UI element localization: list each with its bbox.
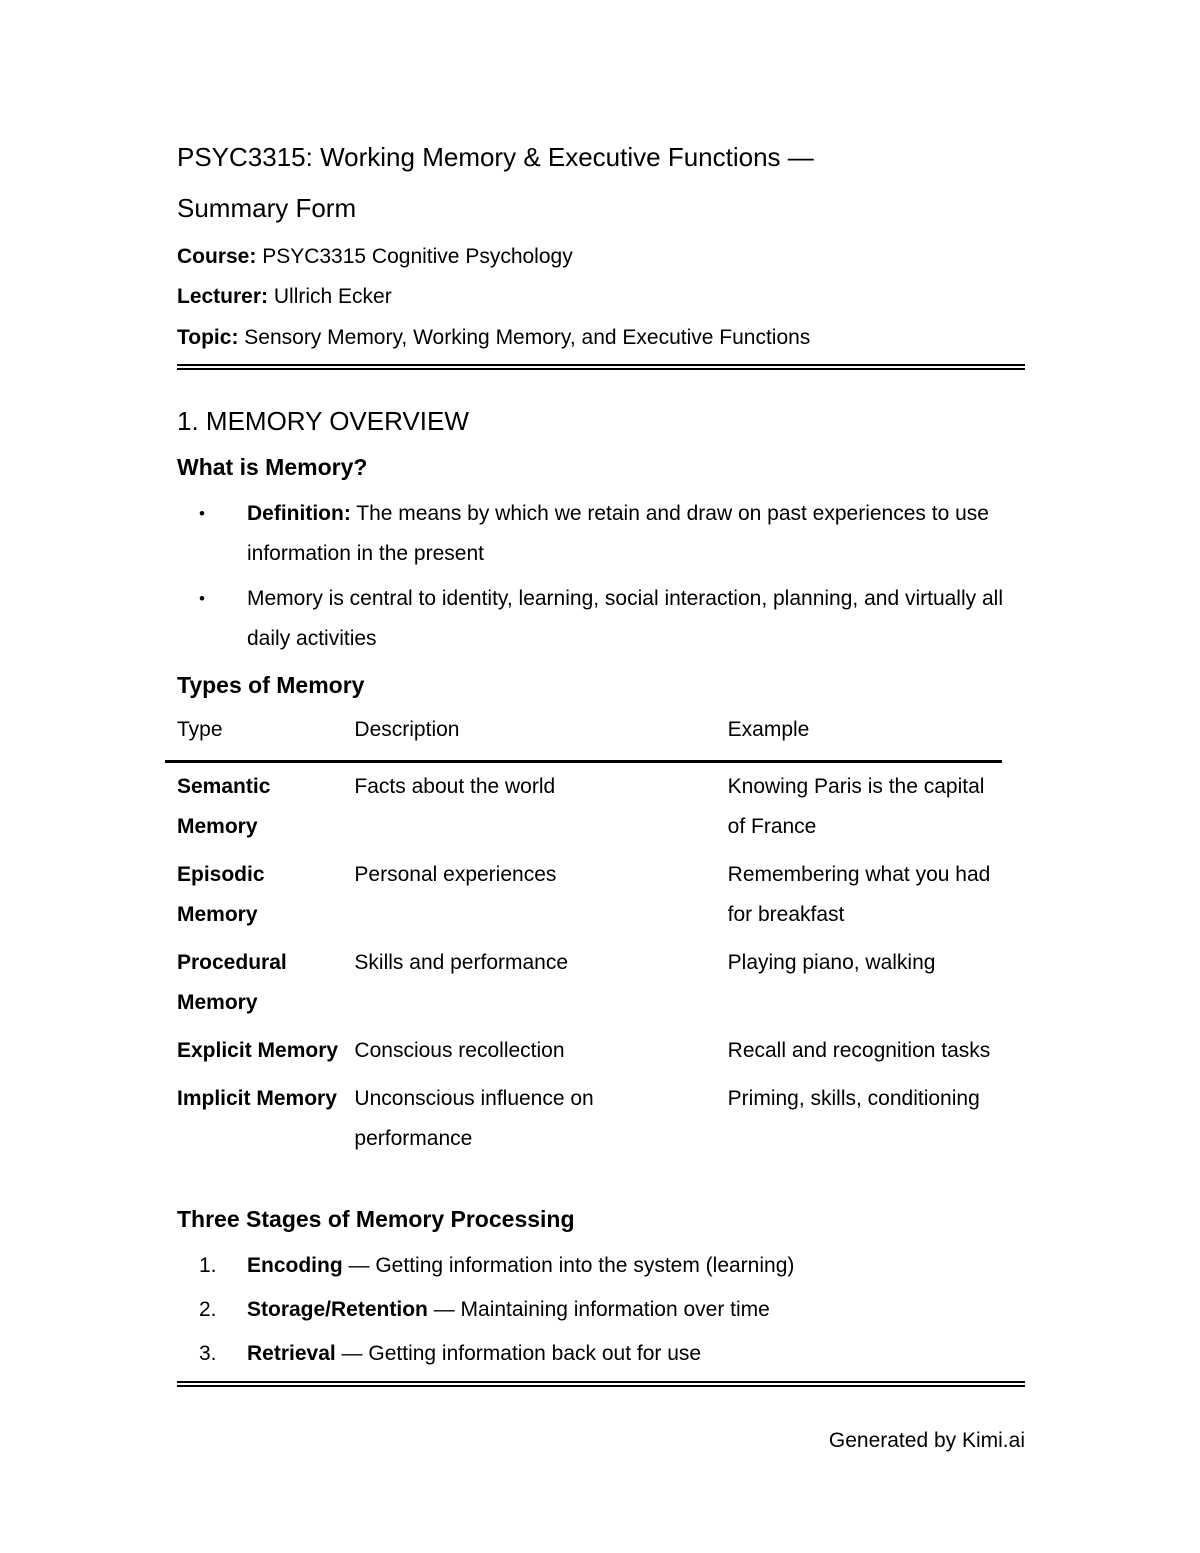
definition-text: The means by which we retain and draw on past experiences to use information in the present <box>247 502 989 565</box>
stages-list <box>177 1248 1025 1380</box>
document-page <box>177 0 1025 1553</box>
table-header-row <box>165 710 1002 762</box>
list-item <box>177 1248 1025 1284</box>
list-item <box>177 494 1025 574</box>
description-cell: Unconscious influence on performance <box>354 1087 594 1150</box>
type-cell: Procedural Memory <box>177 951 287 1014</box>
description-cell: Facts about the world <box>354 775 556 798</box>
table-row <box>165 855 1002 943</box>
stage-label: Storage/Retention <box>247 1298 428 1321</box>
column-header-description: Description <box>342 710 715 762</box>
bullet-text: Memory is central to identity, learning, social interaction, planning, and virtually all daily activities <box>247 587 1003 650</box>
types-of-memory-heading: Types of Memory <box>177 672 365 698</box>
what-is-memory-list <box>177 494 1025 664</box>
header-divider <box>177 364 1025 370</box>
bullet-marker: • <box>199 504 205 523</box>
course-value: PSYC3315 Cognitive Psychology <box>256 245 573 268</box>
section-heading: 1. MEMORY OVERVIEW <box>177 406 469 436</box>
what-is-memory-heading: What is Memory? <box>177 454 368 480</box>
table-row <box>165 943 1002 1031</box>
generated-by-credit: Generated by Kimi.ai <box>828 1429 1025 1452</box>
bullet-marker: • <box>199 589 205 608</box>
types-of-memory-table <box>165 710 1002 1167</box>
example-cell: Remembering what you had for breakfast <box>727 863 991 926</box>
stage-label: Encoding <box>247 1254 343 1277</box>
stage-text: — Maintaining information over time <box>427 1298 770 1321</box>
type-cell: Semantic Memory <box>177 775 271 838</box>
lecturer-line <box>177 282 392 312</box>
topic-line <box>177 323 810 353</box>
topic-value: Sensory Memory, Working Memory, and Executive Functions <box>238 326 811 349</box>
title-line-2: Summary Form <box>177 193 357 223</box>
list-item <box>177 1336 1025 1372</box>
lecturer-value: Ullrich Ecker <box>268 285 392 308</box>
stages-heading: Three Stages of Memory Processing <box>177 1206 575 1232</box>
definition-label: Definition: <box>247 502 351 525</box>
stage-label: Retrieval <box>247 1342 336 1365</box>
stage-text: — Getting information into the system (learning) <box>342 1254 795 1277</box>
list-number: 1. <box>199 1254 217 1277</box>
lecturer-label: Lecturer: <box>177 285 269 308</box>
type-cell: Implicit Memory <box>177 1087 337 1110</box>
footer-divider <box>177 1381 1025 1387</box>
example-cell: Playing piano, walking <box>727 951 936 974</box>
column-header-example: Example <box>716 710 1002 762</box>
list-item <box>177 1292 1025 1328</box>
title-line-1: PSYC3315: Working Memory & Executive Functions — <box>177 142 814 172</box>
type-cell: Episodic Memory <box>177 863 265 926</box>
example-cell: Knowing Paris is the capital of France <box>727 775 985 838</box>
description-cell: Conscious recollection <box>354 1039 565 1062</box>
stage-text: — Getting information back out for use <box>335 1342 702 1365</box>
topic-label: Topic: <box>177 326 239 349</box>
type-cell: Explicit Memory <box>177 1039 339 1062</box>
list-number: 2. <box>199 1298 217 1321</box>
table-row <box>165 762 1002 856</box>
course-label: Course: <box>177 245 257 268</box>
list-number: 3. <box>199 1342 217 1365</box>
document-title <box>177 132 1025 234</box>
column-header-type: Type <box>165 710 342 762</box>
course-line <box>177 242 573 272</box>
description-cell: Skills and performance <box>354 951 569 974</box>
description-cell: Personal experiences <box>354 863 557 886</box>
list-item <box>177 579 1025 659</box>
example-cell: Priming, skills, conditioning <box>727 1087 980 1110</box>
table-row <box>165 1031 1002 1079</box>
example-cell: Recall and recognition tasks <box>727 1039 991 1062</box>
table-row <box>165 1079 1002 1167</box>
